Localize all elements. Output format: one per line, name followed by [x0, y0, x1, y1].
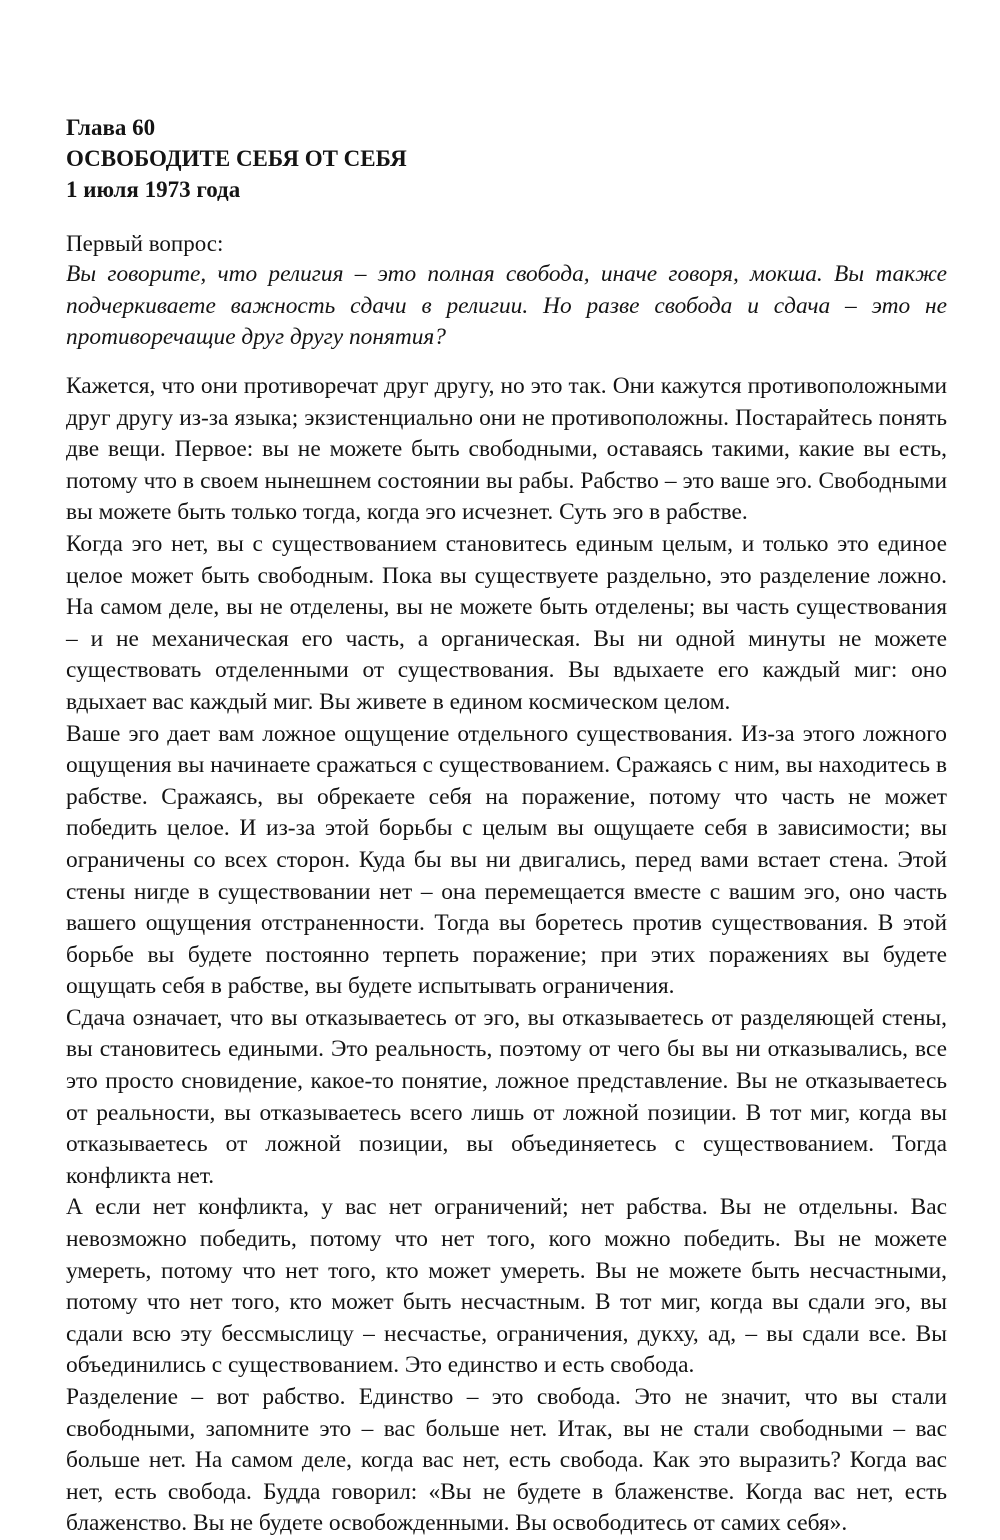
book-page [66, 0, 947, 1538]
question-label: Первый вопрос: [66, 231, 224, 256]
answer-paragraph-5: А если нет конфликта, у вас нет ограничений; нет рабства. Вы не отдельны. Вас невозможно победить, потому что нет того, кого можно победить. Вы не можете умереть, потому что нет того, кто может умереть. Вы не можете быть несчастными, потому что нет того, кто может быть несчастным. В тот миг, когда вы сдали эго, вы сдали всю эту бессмыслицу – несчастье, ограничения, дукху, ад, – вы сдали все. Вы объединились с существованием. Это единство и есть свобода. [66, 1194, 947, 1379]
chapter-date: 1 июля 1973 года [66, 177, 241, 202]
answer-paragraph-3: Ваше эго дает вам ложное ощущение отдельного существования. Из-за этого ложного ощущения вы начинаете сражаться с существованием. Сражаясь с ним, вы находитесь в рабстве. Сражаясь, вы обрекаете себя на поражение, потому что часть не может победить целое. И из-за этой борьбы с целым вы ощущаете себя в зависимости; вы ограничены со всех сторон. Куда бы вы ни двигались, перед вами встает стена. Этой стены нигде в существовании нет – она перемещается вместе с вашим эго, оно часть вашего ощущения отстраненности. Тогда вы боретесь против существования. В этой борьбе вы будете постоянно терпеть поражение; при этих поражениях вы будете ощущать себя в рабстве, вы будете испытывать ограничения. [66, 720, 947, 1000]
chapter-header [66, 112, 407, 205]
chapter-title: ОСВОБОДИТЕ СЕБЯ ОТ СЕБЯ [66, 146, 407, 171]
answer-body [66, 371, 947, 1540]
question-text: Вы говорите, что религия – это полная свобода, иначе говоря, мокша. Вы также подчеркиваете важность сдачи в религии. Но разве свобода и сдача – это не противоречащие друг другу понятия? [66, 261, 947, 350]
answer-paragraph-2: Когда эго нет, вы с существованием становитесь единым целым, и только это единое целое может быть свободным. Пока вы существуете раздельно, это разделение ложно. На самом деле, вы не отделены, вы не можете быть отделены; вы часть существования – и не механическая его часть, а органическая. Вы ни одной минуты не можете существовать отделенными от существования. Вы вдыхаете его каждый миг: оно вдыхает вас каждый миг. Вы живете в едином космическом целом. [66, 530, 947, 715]
answer-paragraph-1: Кажется, что они противоречат друг другу, но это так. Они кажутся противоположными друг другу из-за языка; экзистенциально они не противоположны. Постарайтесь понять две вещи. Первое: вы не можете быть свободными, оставаясь такими, какие вы есть, потому что в своем нынешнем состоянии вы рабы. Рабство – это ваше эго. Свободными вы можете быть только тогда, когда эго исчезнет. Суть эго в рабстве. [66, 373, 947, 526]
answer-paragraph-6: Разделение – вот рабство. Единство – это свобода. Это не значит, что вы стали свободными, запомните это – вас больше нет. Итак, вы не стали свободными – вас больше нет. На самом деле, когда вас нет, есть свобода. Как это выразить? Когда вас нет, есть свобода. Будда говорил: «Вы не будете в блаженстве. Когда вас нет, есть блаженство. Вы не будете освобожденными. Вы освободитесь от самих себя». [66, 1384, 947, 1537]
answer-paragraph-4: Сдача означает, что вы отказываетесь от эго, вы отказываетесь от разделяющей стены, вы становитесь едиными. Это реальность, поэтому от чего бы вы ни отказывались, все это просто сновидение, какое-то понятие, ложное представление. Вы не отказываетесь от реальности, вы отказываетесь всего лишь от ложной позиции. В тот миг, когда вы отказываетесь от ложной позиции, вы объединяетесь с существованием. Тогда конфликта нет. [66, 1004, 947, 1189]
chapter-number: Глава 60 [66, 115, 156, 140]
